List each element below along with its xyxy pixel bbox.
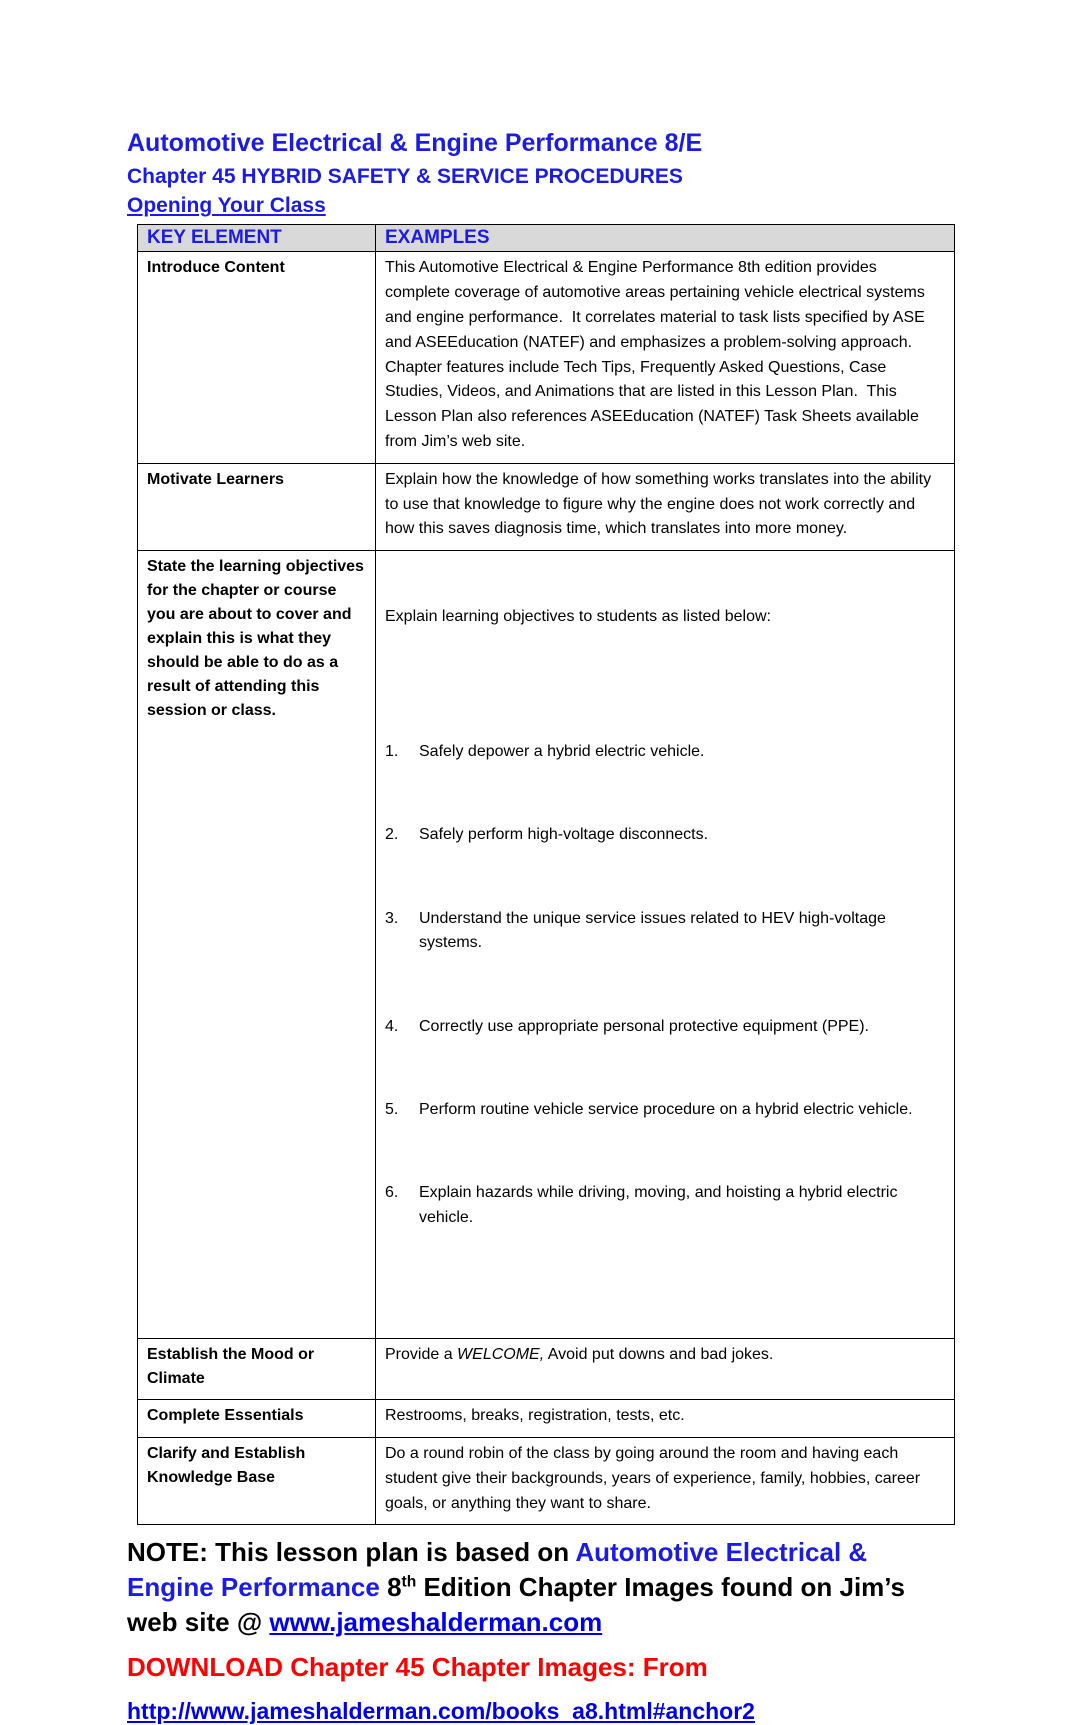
example-cell: Do a round robin of the class by going around the room and having each student give their backgrounds, years of experience, family, hobbies, career goals, or anything they want to share. — [376, 1438, 955, 1525]
example-cell — [376, 1339, 955, 1400]
list-item — [385, 1098, 945, 1123]
list-item-number: 4. — [385, 1017, 399, 1035]
table-row-establish-mood — [138, 1339, 955, 1400]
key-element-cell: State the learning objectives for the chapter or course you are about to cover and explain this is what they should be able to do as a result of attending this session or class. — [138, 551, 376, 1339]
note-paragraph — [127, 1535, 960, 1639]
page-title: Automotive Electrical & Engine Performance 8/E — [127, 129, 703, 157]
table-row-learning-objectives — [138, 551, 955, 1339]
chapter-subtitle: Chapter 45 HYBRID SAFETY & SERVICE PROCEDURES — [127, 165, 683, 188]
list-item-text: Explain hazards while driving, moving, and hoisting a hybrid electric vehicle. — [419, 1184, 902, 1227]
note-book-title: Automotive Electrical & Engine Performance — [127, 1537, 868, 1603]
objectives-list — [385, 681, 945, 1281]
footer-notes — [127, 1535, 960, 1725]
key-element-cell: Introduce Content — [138, 252, 376, 463]
list-item — [385, 740, 945, 765]
note-edition-ordinal: th — [401, 1573, 417, 1591]
list-item — [385, 907, 945, 957]
list-item-text: Safely perform high-voltage disconnects. — [419, 826, 709, 844]
example-cell: Restrooms, breaks, registration, tests, etc. — [376, 1400, 955, 1438]
table-row-motivate-learners — [138, 463, 955, 550]
table-header-key-element: KEY ELEMENT — [138, 225, 376, 252]
list-item — [385, 1015, 945, 1040]
list-item-number: 6. — [385, 1184, 399, 1202]
download-heading: DOWNLOAD Chapter 45 Chapter Images: From — [127, 1652, 708, 1683]
example-text: Provide a — [385, 1346, 458, 1364]
list-item-number: 1. — [385, 742, 399, 760]
list-item-text: Perform routine vehicle service procedure on a hybrid electric vehicle. — [419, 1101, 913, 1119]
objectives-intro: Explain learning objectives to students as listed below: — [385, 607, 771, 625]
list-item-text: Understand the unique service issues related to HEV high-voltage systems. — [419, 909, 891, 952]
note-prefix-text: NOTE: This lesson plan is based on — [127, 1537, 576, 1568]
example-italic-text: WELCOME, — [457, 1346, 545, 1364]
list-item — [385, 823, 945, 848]
example-text: Avoid put downs and bad jokes. — [544, 1346, 774, 1364]
list-item-text: Correctly use appropriate personal protective equipment (PPE). — [419, 1017, 869, 1035]
list-item-number: 5. — [385, 1101, 399, 1119]
note-edition-number: 8 — [379, 1572, 402, 1603]
table-header-examples: EXAMPLES — [376, 225, 955, 252]
example-cell: Explain how the knowledge of how something works translates into the ability to use that knowledge to figure why the engine does not work correctly and how this saves diagnosis time, which translates into more money. — [376, 463, 955, 550]
list-item-number: 3. — [385, 909, 399, 927]
key-element-cell: Clarify and Establish Knowledge Base — [138, 1438, 376, 1525]
table-row-introduce-content — [138, 252, 955, 463]
table-row-complete-essentials — [138, 1400, 955, 1438]
table-row-clarify-knowledge-base — [138, 1438, 955, 1525]
example-cell — [376, 551, 955, 1339]
example-cell: This Automotive Electrical & Engine Performance 8th edition provides complete coverage of automotive areas pertaining vehicle electrical systems and engine performance. It correlates material to task lists specified by ASE and ASEEducation (NATEF) and emphasizes a problem-solving approach. Chapter features include Tech Tips, Frequently Asked Questions, Case Studies, Videos, and Animations that are listed in this Lesson Plan. This Lesson Plan also references ASEEducation (NATEF) Task Sheets available from Jim’s web site. — [376, 252, 955, 463]
key-element-cell: Establish the Mood or Climate — [138, 1339, 376, 1400]
jims-website-link[interactable]: www.jameshalderman.com — [269, 1606, 603, 1637]
note-rest-text: Edition Chapter Images found on Jim’s web site @ — [127, 1572, 906, 1637]
download-url-line — [127, 1698, 960, 1725]
list-item-text: Safely depower a hybrid electric vehicle. — [419, 742, 705, 760]
section-heading: Opening Your Class — [127, 194, 326, 218]
lesson-plan-table — [137, 224, 955, 1525]
list-item-number: 2. — [385, 826, 399, 844]
table-header-row — [138, 225, 955, 252]
list-item — [385, 1181, 945, 1231]
key-element-cell: Complete Essentials — [138, 1400, 376, 1438]
key-element-cell: Motivate Learners — [138, 463, 376, 550]
download-url-link[interactable]: http://www.jameshalderman.com/books_a8.html#anchor2 — [127, 1697, 755, 1724]
